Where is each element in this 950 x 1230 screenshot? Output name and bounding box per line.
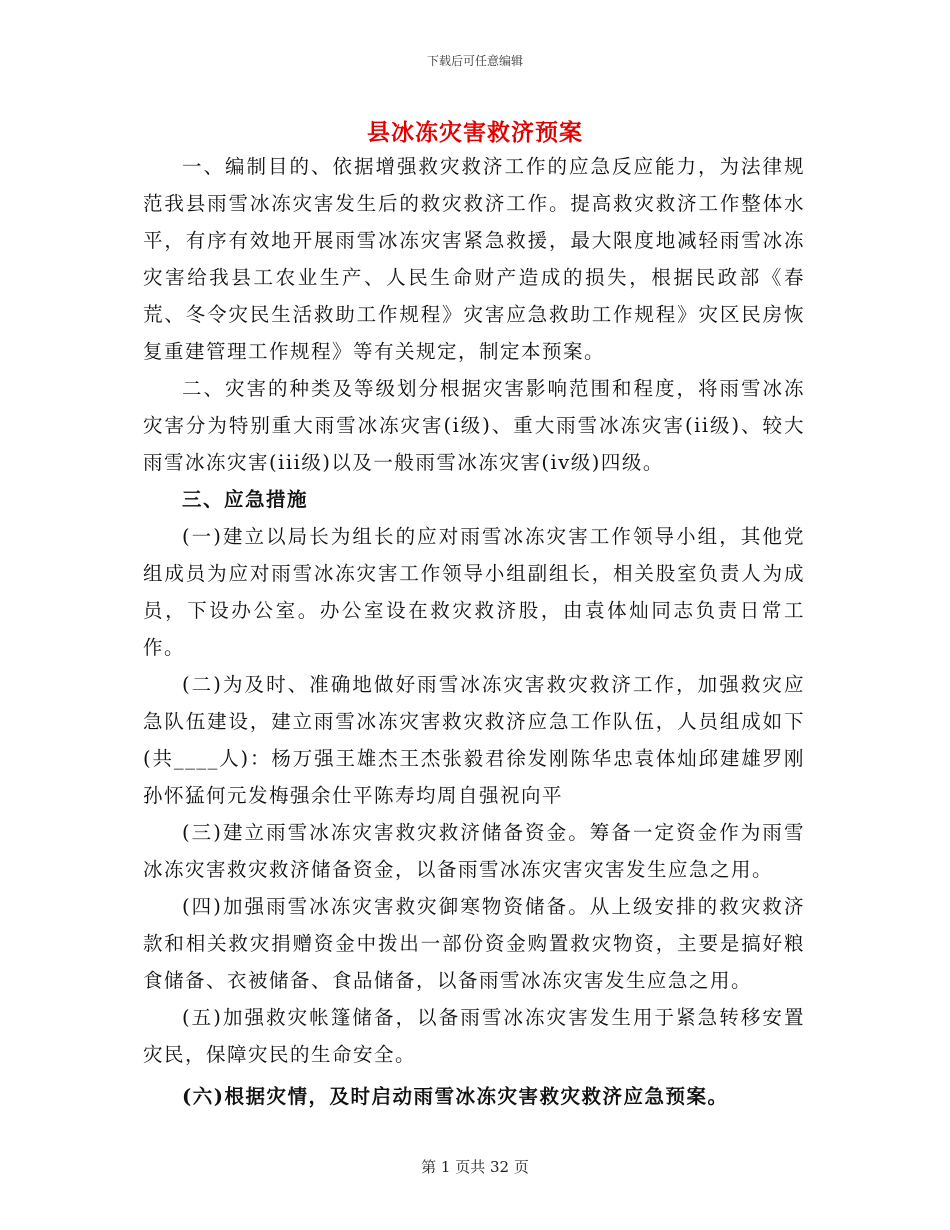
document-body [143, 148, 805, 1115]
page-number: 第 1 页共 32 页 [421, 1158, 529, 1176]
paragraph-measure-3: (三)建立雨雪冰冻灾害救灾救济储备资金。筹备一定资金作为雨雪冰冻灾害救灾救济储备资金，以备雨雪冰冻灾害灾害发生应急之用。 [143, 821, 805, 881]
paragraph-purpose: 一、编制目的、依据增强救灾救济工作的应急反应能力，为法律规范我县雨雪冰冻灾害发生后的救灾救济工作。提高救灾救济工作整体水平，有序有效地开展雨雪冰冻灾害紧急救援，最大限度地减轻雨雪冰冻灾害给我县工农业生产、人民生命财产造成的损失，根据民政部《春荒、冬令灾民生活救助工作规程》灾害应急救助工作规程》灾区民房恢复重建管理工作规程》等有关规定，制定本预案。 [143, 155, 805, 363]
paragraph-measure-5: (五)加强救灾帐篷储备，以备雨雪冰冻灾害发生用于紧急转移安置灾民，保障灾民的生命安全。 [143, 1006, 805, 1066]
document-title: 县冰冻灾害救济预案 [367, 119, 583, 146]
paragraph-measure-2: (二)为及时、准确地做好雨雪冰冻灾害救灾救济工作，加强救灾应急队伍建设，建立雨雪冰冻灾害救灾救济应急工作队伍，人员组成如下(共____人)：杨万强王雄杰王杰张毅君徐发刚陈华忠袁体灿邱建雄罗刚孙怀猛何元发梅强余仕平陈寿均周自强祝向平 [143, 673, 805, 807]
paragraph-classification: 二、灾害的种类及等级划分根据灾害影响范围和程度，将雨雪冰冻灾害分为特别重大雨雪冰冻灾害(i级)、重大雨雪冰冻灾害(ii级)、较大雨雪冰冻灾害(iii级)以及一般雨雪冰冻灾害(iv级)四级。 [143, 377, 805, 474]
paragraph-measure-1: (一)建立以局长为组长的应对雨雪冰冻灾害工作领导小组，其他党组成员为应对雨雪冰冻灾害工作领导小组副组长，相关股室负责人为成员，下设办公室。办公室设在救灾救济股，由袁体灿同志负责日常工作。 [143, 525, 805, 659]
header-note: 下载后可任意编辑 [426, 54, 523, 68]
paragraph-measure-6: (六)根据灾情，及时启动雨雪冰冻灾害救灾救济应急预案。 [182, 1085, 729, 1108]
paragraph-measure-4: (四)加强雨雪冰冻灾害救灾御寒物资储备。从上级安排的救灾救济款和相关救灾捐赠资金中拨出一部份资金购置救灾物资，主要是搞好粮食储备、衣被储备、食品储备，以备雨雪冰冻灾害发生应急之用。 [143, 895, 805, 992]
section-heading-measures: 三、应急措施 [182, 488, 309, 511]
